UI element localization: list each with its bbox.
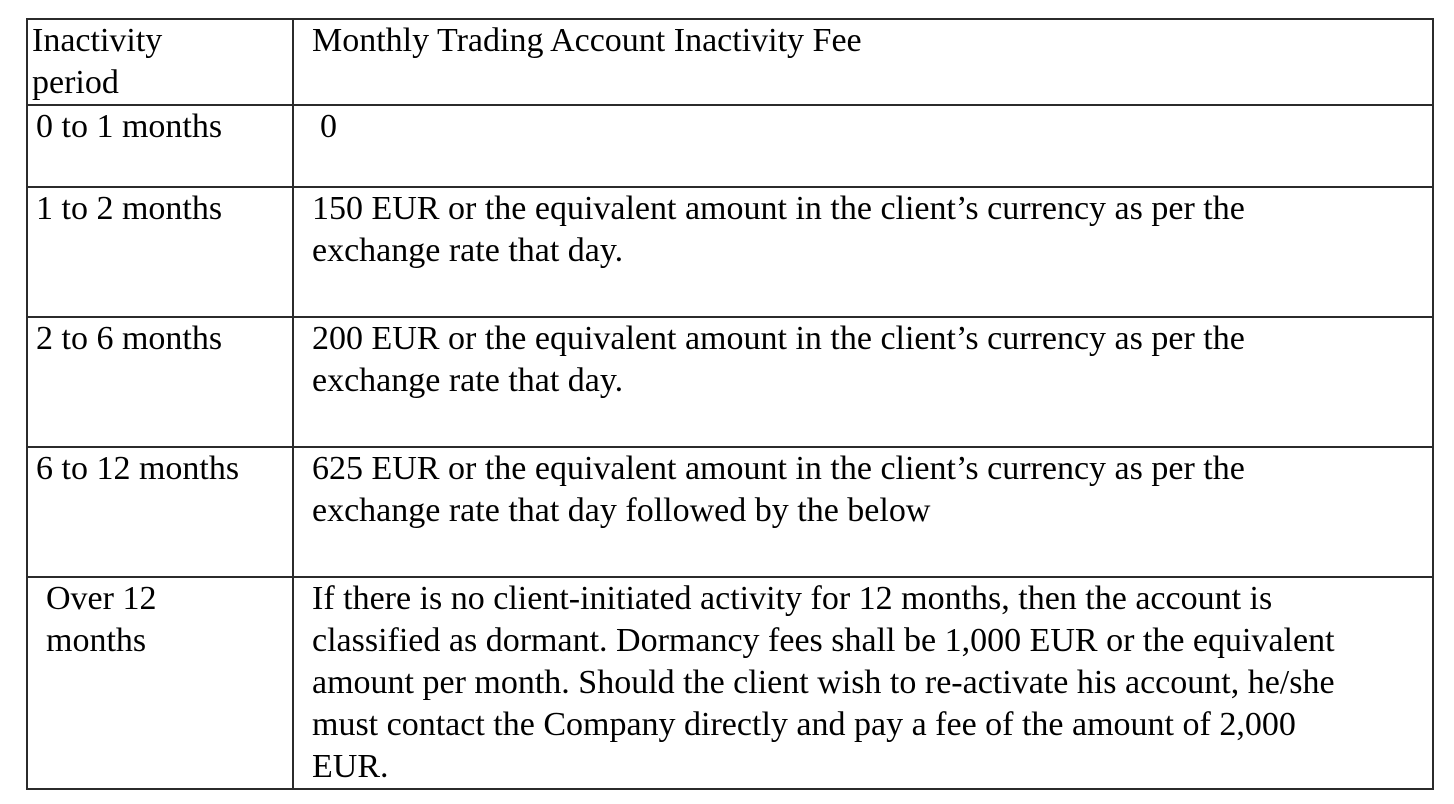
fee-text: 0 [320, 108, 337, 145]
period-text: Over 12 months [46, 580, 157, 659]
fee-text: 625 EUR or the equivalent amount in the client’s currency as per the exchange rate that day followed by the below [312, 450, 1245, 529]
period-text: 2 to 6 months [36, 320, 223, 357]
table-row [27, 577, 1433, 789]
table-row [27, 317, 1433, 447]
period-cell [27, 447, 293, 577]
fee-cell [293, 105, 1433, 187]
period-text: 6 to 12 months [36, 450, 240, 487]
period-text: 1 to 2 months [36, 190, 223, 227]
fee-text: 200 EUR or the equivalent amount in the client’s currency as per the exchange rate that day. [312, 320, 1245, 399]
fee-text: 150 EUR or the equivalent amount in the client’s currency as per the exchange rate that day. [312, 190, 1245, 269]
period-cell [27, 317, 293, 447]
fee-cell [293, 187, 1433, 317]
fee-cell [293, 447, 1433, 577]
period-text: 0 to 1 months [36, 108, 223, 145]
header-cell-period [27, 19, 293, 105]
period-cell [27, 105, 293, 187]
period-cell [27, 187, 293, 317]
header-fee-label: Monthly Trading Account Inactivity Fee [312, 22, 862, 59]
fee-cell [293, 577, 1433, 789]
table-row [27, 105, 1433, 187]
table-row [27, 187, 1433, 317]
header-cell-fee [293, 19, 1433, 105]
table-header-row [27, 19, 1433, 105]
inactivity-fee-table [26, 18, 1434, 790]
fee-text: If there is no client-initiated activity for 12 months, then the account is classified as dormant. Dormancy fees shall be 1,000 EUR or the equivalent amount per month. Should the client wish to re-activate his account, he/she must contact the Company directly and pay a fee of the amount of 2,000 EUR. [312, 580, 1335, 785]
header-period-label: Inactivity period [32, 22, 163, 101]
period-cell [27, 577, 293, 789]
table-row [27, 447, 1433, 577]
fee-cell [293, 317, 1433, 447]
